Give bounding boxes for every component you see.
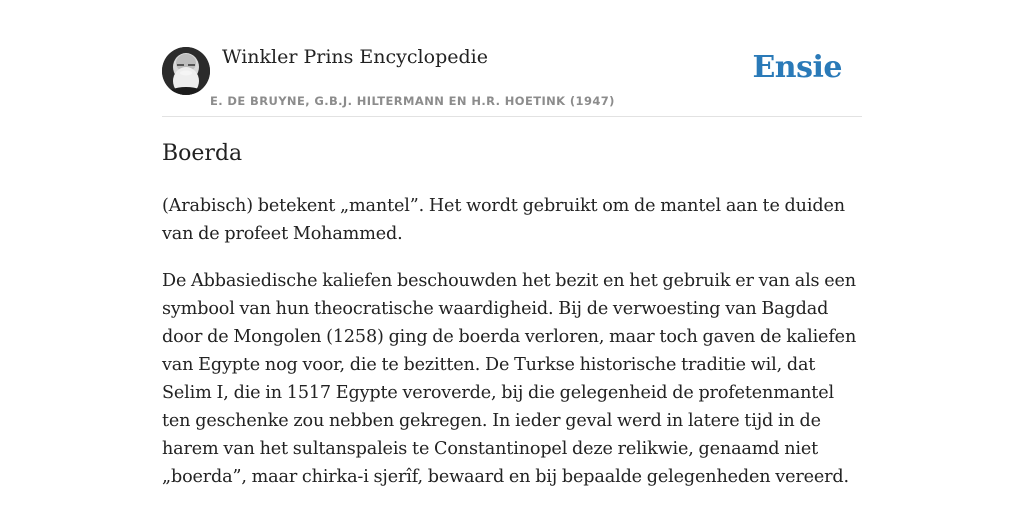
site-title[interactable]: Winkler Prins Encyclopedie [222, 46, 488, 68]
page-container [162, 0, 862, 487]
site-header [162, 0, 862, 117]
ensie-logo-link[interactable]: Ensie [752, 50, 842, 85]
article-title: Boerda [162, 141, 243, 166]
author-avatar[interactable] [162, 47, 210, 95]
article-paragraph: (Arabisch) betekent „mantel”. Het wordt gebruikt om de mantel aan te duiden van de profeet Mohammed. [162, 196, 845, 244]
article-paragraph: De Abbasiedische kaliefen beschouwden het bezit en het gebruik er van als een symbool van hun theocratische waardigheid. Bij de verwoesting van Bagdad door de Mongolen (1258) ging de boerda verloren, maar toch gaven de kaliefen van Egypte nog voor, die te bezitten. De Turkse historische traditie wil, dat Selim I, die in 1517 Egypte veroverde, bij die gelegenheid de profetenmantel ten geschenke zou nebben gekregen. In ieder geval werd in latere tijd in de harem van het sultanspaleis te Constantinopel deze relikwie, genaamd niet „boerda”, maar chirka-i sjerîf, bewaard en bij bepaalde gelegenheden vereerd. [162, 271, 857, 487]
authors-line: E. DE BRUYNE, G.B.J. HILTERMANN EN H.R. HOETINK (1947) [210, 94, 615, 108]
article-body [162, 192, 862, 510]
bearded-portrait-icon [162, 47, 210, 95]
